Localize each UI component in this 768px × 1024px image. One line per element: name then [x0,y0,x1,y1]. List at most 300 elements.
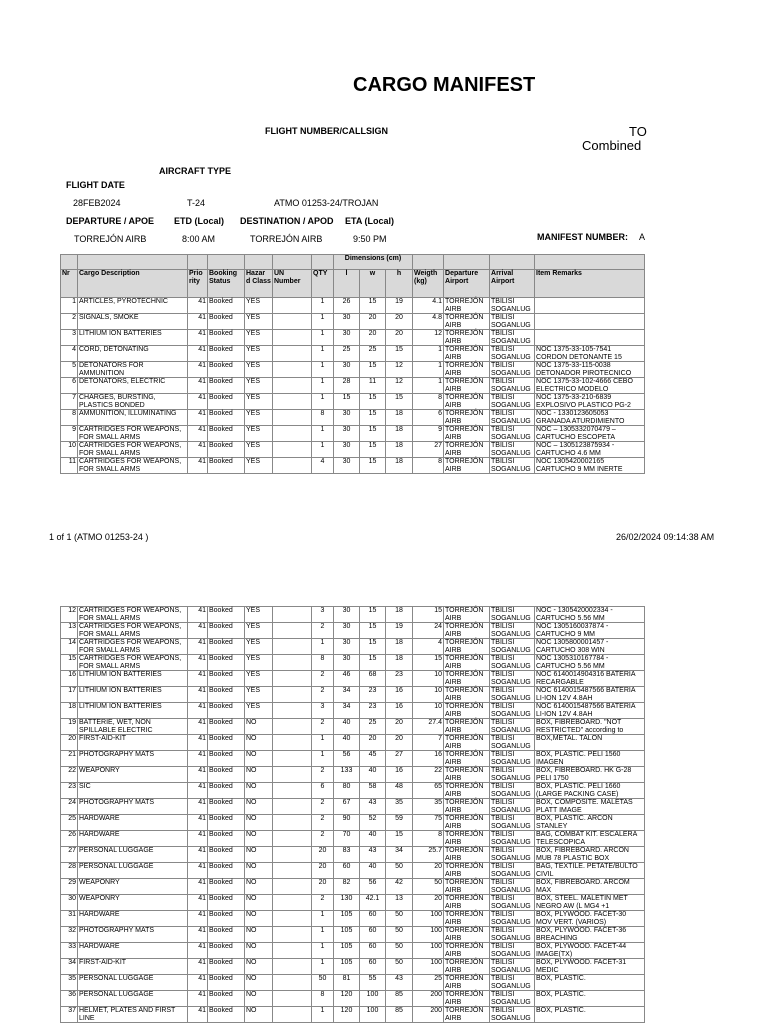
cell-text: NO [246,975,257,982]
cell-priority [188,442,208,458]
cell-arrival [490,943,535,959]
cell-description [78,394,188,410]
cell-text: 41 [198,378,206,385]
cell-text: 41 [198,863,206,870]
cell-hazard [245,975,273,991]
cell-l [334,815,360,831]
cell-w [360,879,386,895]
cell-booking [208,991,245,1007]
cell-text: TORREJÓN AIRB [445,298,484,313]
cell-remarks [535,751,645,767]
cell-hazard [245,607,273,623]
cell-hazard [245,751,273,767]
cell-nr [61,410,78,426]
etd-value: 8:00 AM [182,234,216,244]
cell-text: BOX, PLYWOOD. FACET-44 IMAGE(TX) [536,943,627,958]
cell-booking [208,671,245,687]
cell-departure [444,394,490,410]
cell-text: HARDWARE [79,943,120,950]
cell-l [334,767,360,783]
cell-text: TORREJÓN AIRB [445,863,484,878]
page-title: CARGO MANIFEST [353,74,536,96]
cell-l [334,346,360,362]
cell-nr [61,378,78,394]
cell-qty [312,330,334,346]
cell-w [360,927,386,943]
col-hazard: Hazar d Class [245,270,273,298]
cell-priority [188,458,208,474]
cell-departure [444,298,490,314]
cell-priority [188,426,208,442]
cell-text: Booked [209,655,233,662]
cell-text: ARTICLES, PYROTECHNIC [79,298,168,305]
cell-l [334,394,360,410]
cell-text: 6 [320,783,325,790]
cell-text: 85 [395,1007,403,1014]
cell-text: YES [246,703,261,710]
cell-text: NOC 6140014904316 BATERIA RECARGABLE [536,671,636,686]
cell-text: 11 [368,378,377,385]
table-row [61,911,645,927]
cell-text: 41 [198,362,206,369]
table-row [61,607,645,623]
cell-hazard [245,410,273,426]
cell-hazard [245,394,273,410]
cell-booking [208,975,245,991]
cell-text: 40 [368,863,377,870]
cell-description [78,959,188,975]
cell-remarks [535,298,645,314]
cell-description [78,799,188,815]
cell-text: 28 [68,863,76,870]
cell-text: 27 [68,847,76,854]
cell-text: YES [246,378,261,385]
cell-text: 41 [198,847,206,854]
table-row [61,767,645,783]
cell-hazard [245,458,273,474]
cell-text: 27.4 [428,719,442,726]
cell-text: 8 [438,831,442,838]
col-weight: Weigth (kg) [413,270,444,298]
cell-text: Booked [209,831,233,838]
cell-text: TORREJÓN AIRB [445,719,484,734]
cell-text: 33 [68,943,76,950]
cell-nr [61,671,78,687]
cell-text: 9 [72,426,76,433]
cell-weight [413,895,444,911]
cell-departure [444,991,490,1007]
cell-departure [444,607,490,623]
cell-text: TORREJÓN AIRB [445,815,484,830]
cell-description [78,410,188,426]
cell-remarks [535,719,645,735]
cell-weight [413,410,444,426]
cell-un [273,1007,312,1023]
cell-text: 46 [342,671,351,678]
cell-l [334,410,360,426]
cell-w [360,751,386,767]
aircraft-type-label: AIRCRAFT TYPE [159,166,231,176]
cell-qty [312,426,334,442]
cell-text: 67 [342,799,351,806]
cell-description [78,927,188,943]
cell-weight [413,783,444,799]
cell-weight [413,330,444,346]
cell-departure [444,655,490,671]
cell-description [78,655,188,671]
cell-weight [413,975,444,991]
cell-text: 9 [438,426,443,433]
cell-departure [444,1007,490,1023]
cell-text: TORREJÓN AIRB [445,394,484,409]
cell-text: 41 [198,783,206,790]
cell-text: NO [246,719,257,726]
cell-text: TORREJÓN AIRB [445,426,484,441]
cell-text: 41 [198,959,206,966]
cell-text: Booked [209,458,233,465]
cell-text: 41 [198,991,206,998]
cell-description [78,330,188,346]
cell-description [78,703,188,719]
cell-nr [61,346,78,362]
table-row [61,815,645,831]
cell-text: TBILISI SOGANLUG [491,607,531,622]
cell-priority [188,927,208,943]
cell-remarks [535,655,645,671]
cell-text: 31 [68,911,76,918]
cell-l [334,959,360,975]
cell-text: 1 [320,298,325,305]
cell-text: 45 [368,751,377,758]
cell-weight [413,831,444,847]
table-row [61,378,645,394]
cell-l [334,623,360,639]
cell-text: 25 [368,719,377,726]
cell-nr [61,895,78,911]
cell-text: Booked [209,426,233,433]
cell-nr [61,426,78,442]
cell-booking [208,815,245,831]
cell-text: NOC 1305310167784 - CARTUCHO 5.56 MM [536,655,609,670]
cell-text: Booked [209,863,233,870]
cell-text: TORREJÓN AIRB [445,911,484,926]
cell-text: FIRST-AID-KIT [79,959,127,966]
cell-text: YES [246,410,261,417]
cell-arrival [490,298,535,314]
cell-text: 25 [434,975,442,982]
cell-un [273,751,312,767]
table-row [61,703,645,719]
cell-booking [208,410,245,426]
cell-description [78,719,188,735]
cell-arrival [490,394,535,410]
cell-text: 100 [366,991,379,998]
cell-un [273,426,312,442]
cell-un [273,394,312,410]
cell-un [273,655,312,671]
cell-text: Booked [209,799,233,806]
cell-text: 24 [434,623,442,630]
cell-text: 8 [320,991,325,998]
cell-text: 6 [438,410,443,417]
destination-label: DESTINATION / APOD [240,216,334,226]
cell-text: Booked [209,330,233,337]
cell-text: Booked [209,911,233,918]
cell-text: 2 [320,815,325,822]
cell-w [360,831,386,847]
cell-text: PERSONAL LUGGAGE [79,863,154,870]
cell-description [78,687,188,703]
cell-text: Booked [209,639,233,646]
cell-departure [444,362,490,378]
cell-h [386,442,413,458]
cell-text: 200 [430,1007,442,1014]
cell-weight [413,623,444,639]
cell-remarks [535,783,645,799]
cell-text: 18 [68,703,76,710]
cell-text: 15 [368,639,377,646]
cell-l [334,927,360,943]
cell-arrival [490,735,535,751]
cell-text: 41 [198,943,206,950]
cell-nr [61,735,78,751]
cell-priority [188,639,208,655]
cell-text: NOC 1375-33-115-0038 DETONADOR PIROTECNICO [536,362,632,377]
cell-text: 30 [342,362,351,369]
cell-text: 15 [68,655,76,662]
dimensions-header-row [61,255,645,270]
cell-l [334,783,360,799]
cell-description [78,767,188,783]
combined-partial: Combined [582,138,642,153]
cell-nr [61,959,78,975]
cell-w [360,975,386,991]
cell-text [536,330,643,345]
cell-text: TORREJÓN AIRB [445,943,484,958]
cell-text: TBILISI SOGANLUG [491,959,531,974]
cell-w [360,314,386,330]
cell-text: 18 [395,410,403,417]
cell-un [273,607,312,623]
cell-booking [208,751,245,767]
cell-l [334,975,360,991]
cell-text: 12 [68,607,76,614]
cell-text: NO [246,847,257,854]
cell-description [78,607,188,623]
cell-text: 7 [72,394,76,401]
cell-text: 100 [430,911,442,918]
cell-qty [312,943,334,959]
cell-priority [188,330,208,346]
cell-w [360,847,386,863]
cell-text: Booked [209,442,233,449]
cell-booking [208,863,245,879]
cell-text: 133 [340,767,353,774]
cell-booking [208,346,245,362]
cell-text: 34 [68,959,76,966]
cell-text: 20 [68,735,76,742]
cell-text: NO [246,799,257,806]
cell-arrival [490,607,535,623]
cell-text: NO [246,959,257,966]
cell-l [334,719,360,735]
cell-qty [312,410,334,426]
cell-text: TBILISI SOGANLUG [491,975,531,990]
cell-text: 8 [438,394,443,401]
cell-text: LITHIUM ION BATTERIES [79,703,162,710]
cell-text: 50 [395,911,403,918]
cell-booking [208,362,245,378]
cell-w [360,623,386,639]
cell-remarks [535,1007,645,1023]
cell-text: PERSONAL LUGGAGE [79,991,154,998]
cell-nr [61,442,78,458]
cell-departure [444,442,490,458]
table-row [61,735,645,751]
table-row [61,863,645,879]
cell-qty [312,362,334,378]
cell-hazard [245,719,273,735]
cell-h [386,1007,413,1023]
cell-booking [208,831,245,847]
table-row [61,975,645,991]
cell-departure [444,975,490,991]
cell-nr [61,831,78,847]
cell-departure [444,799,490,815]
cell-w [360,991,386,1007]
cell-remarks [535,362,645,378]
cell-text: 41 [198,927,206,934]
cell-text: 10 [434,703,442,710]
cell-booking [208,607,245,623]
cell-description [78,879,188,895]
cell-text: TBILISI SOGANLUG [491,671,531,686]
cell-h [386,879,413,895]
table-row [61,719,645,735]
cell-text: BAG, TEXTILE. PETATE/BULTO CIVIL [536,863,638,878]
cell-arrival [490,458,535,474]
cell-qty [312,895,334,911]
cell-nr [61,943,78,959]
cell-description [78,442,188,458]
cell-text: 120 [340,991,353,998]
cell-arrival [490,991,535,1007]
cell-text: 90 [342,815,351,822]
cell-booking [208,943,245,959]
cell-text: YES [246,426,261,433]
cell-priority [188,911,208,927]
cell-text: 10 [68,442,76,449]
cell-text: YES [246,394,261,401]
cell-text: 1 [320,442,325,449]
cell-text: 15 [395,346,403,353]
cell-text: TORREJÓN AIRB [445,703,484,718]
cell-text: 29 [68,879,76,886]
cell-text: 100 [430,927,442,934]
cell-text: TORREJÓN AIRB [445,655,484,670]
cell-priority [188,879,208,895]
cell-weight [413,815,444,831]
cell-text: 30 [342,655,351,662]
cell-text: HARDWARE [79,911,120,918]
cell-qty [312,911,334,927]
cell-priority [188,362,208,378]
table-row [61,943,645,959]
cell-text: BOX, FIBREBOARD. "NOT RESTRICTED" according to [536,719,624,734]
cell-arrival [490,959,535,975]
cell-text: 15 [395,394,403,401]
cell-departure [444,410,490,426]
cell-h [386,767,413,783]
cell-text: NOC 1375-33-105-7541 CORDON DETONANTE 15 [536,346,622,361]
cell-text: Booked [209,719,233,726]
cell-description [78,623,188,639]
cell-qty [312,298,334,314]
cell-text: 1 [320,1007,325,1014]
cell-text: 20 [395,330,403,337]
cell-text: TORREJÓN AIRB [445,378,484,393]
cell-booking [208,895,245,911]
cell-weight [413,394,444,410]
cell-text: Booked [209,959,233,966]
cell-text: Booked [209,895,233,902]
cell-text: 52 [368,815,377,822]
cell-qty [312,687,334,703]
cell-text: WEAPONRY [79,767,120,774]
cell-un [273,410,312,426]
table-row [61,783,645,799]
cell-text: PHOTOGRAPHY MATS [79,799,155,806]
cell-l [334,879,360,895]
cell-priority [188,607,208,623]
cell-remarks [535,671,645,687]
cell-text: SIC [79,783,91,790]
cell-text: TORREJÓN AIRB [445,1007,484,1022]
cell-weight [413,458,444,474]
cell-text: 50 [395,959,403,966]
cell-text: 23 [368,687,377,694]
cell-w [360,703,386,719]
cell-departure [444,911,490,927]
cell-l [334,655,360,671]
cell-text: TBILISI SOGANLUG [491,314,531,329]
cell-hazard [245,943,273,959]
cell-un [273,719,312,735]
cell-text: 20 [368,314,377,321]
cell-text: 35 [395,799,403,806]
cell-text: 41 [198,655,206,662]
cell-text: 1 [320,927,325,934]
cell-text: 2 [320,671,325,678]
cell-qty [312,394,334,410]
cell-text: 100 [366,1007,379,1014]
cell-remarks [535,410,645,426]
cell-booking [208,927,245,943]
cell-qty [312,623,334,639]
cell-text: 8 [438,458,443,465]
cell-description [78,639,188,655]
cell-qty [312,655,334,671]
cell-priority [188,847,208,863]
table-row [61,639,645,655]
cell-text: TBILISI SOGANLUG [491,815,531,830]
cell-text: 1 [320,378,325,385]
cell-text: 1 [320,314,325,321]
cell-hazard [245,895,273,911]
cell-weight [413,442,444,458]
col-l: l [334,270,360,298]
cell-text: 37 [68,1007,76,1014]
